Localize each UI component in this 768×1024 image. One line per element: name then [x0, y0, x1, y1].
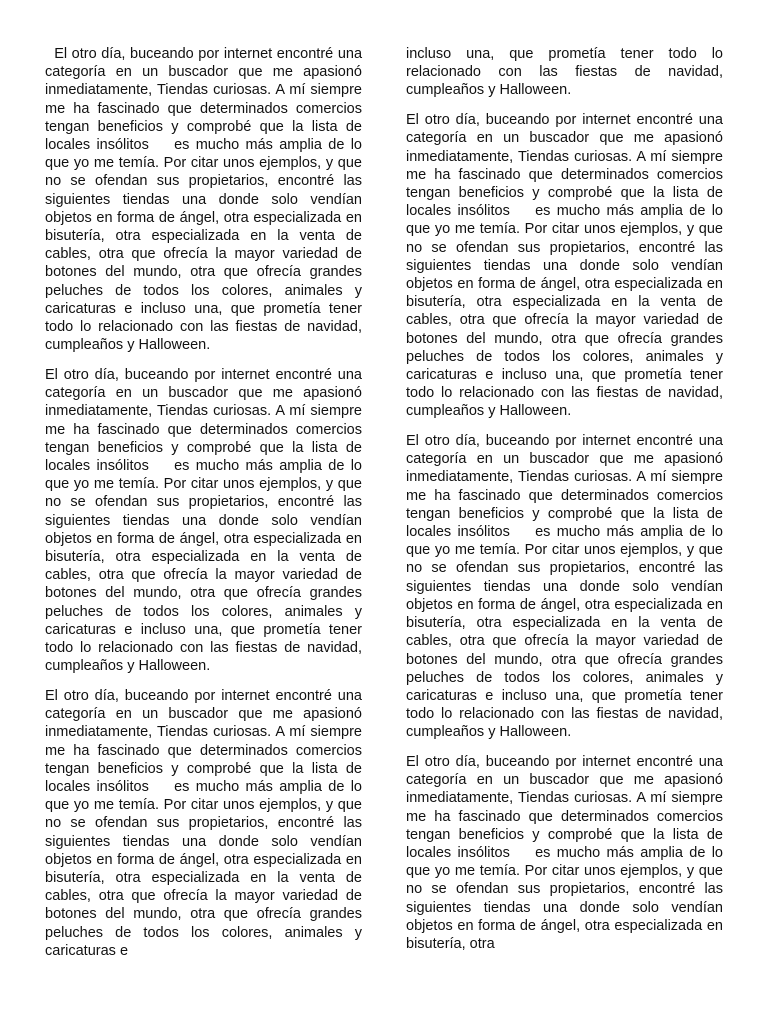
- left-column: [45, 45, 367, 1020]
- right-column: [406, 45, 728, 1020]
- paragraph: El otro día, buceando por internet encontré una categoría en un buscador que me apasionó inmediatamente, Tiendas curiosas. A mí siempre me ha fascinado que determinados comercios tengan beneficios y comprobé que la lista de locales insólitos es mucho más amplia de lo que yo me temía. Por citar unos ejemplos, y que no se ofendan sus propietarios, encontré las siguientes tiendas una donde solo vendían objetos en forma de ángel, otra especializada en bisutería, otra: [406, 754, 728, 953]
- paragraph: El otro día, buceando por internet encontré una categoría en un buscador que me apasionó inmediatamente, Tiendas curiosas. A mí siempre me ha fascinado que determinados comercios tengan beneficios y comprobé que la lista de locales insólitos es mucho más amplia de lo que yo me temía. Por citar unos ejemplos, y que no se ofendan sus propietarios, encontré las siguientes tiendas una donde solo vendían objetos en forma de ángel, otra especializada en bisutería, otra especializada en la venta de cables, otra que ofrecía la mayor variedad de botones del mundo, otra que ofrecía grandes peluches de todos los colores, animales y caricaturas e incluso una, que prometía tener todo lo relacionado con las fiestas de navidad, cumpleaños y Halloween.: [45, 366, 367, 675]
- paragraph: El otro día, buceando por internet encontré una categoría en un buscador que me apasionó inmediatamente, Tiendas curiosas. A mí siempre me ha fascinado que determinados comercios tengan beneficios y comprobé que la lista de locales insólitos es mucho más amplia de lo que yo me temía. Por citar unos ejemplos, y que no se ofendan sus propietarios, encontré las siguientes tiendas una donde solo vendían objetos en forma de ángel, otra especializada en bisutería, otra especializada en la venta de cables, otra que ofrecía la mayor variedad de botones del mundo, otra que ofrecía grandes peluches de todos los colores, animales y caricaturas e incluso una, que prometía tener todo lo relacionado con las fiestas de navidad, cumpleaños y Halloween.: [45, 46, 367, 354]
- paragraph: El otro día, buceando por internet encontré una categoría en un buscador que me apasionó inmediatamente, Tiendas curiosas. A mí siempre me ha fascinado que determinados comercios tengan beneficios y comprobé que la lista de locales insólitos es mucho más amplia de lo que yo me temía. Por citar unos ejemplos, y que no se ofendan sus propietarios, encontré las siguientes tiendas una donde solo vendían objetos en forma de ángel, otra especializada en bisutería, otra especializada en la venta de cables, otra que ofrecía la mayor variedad de botones del mundo, otra que ofrecía grandes peluches de todos los colores, animales y caricaturas e: [45, 687, 367, 959]
- paragraph: El otro día, buceando por internet encontré una categoría en un buscador que me apasionó inmediatamente, Tiendas curiosas. A mí siempre me ha fascinado que determinados comercios tengan beneficios y comprobé que la lista de locales insólitos es mucho más amplia de lo que yo me temía. Por citar unos ejemplos, y que no se ofendan sus propietarios, encontré las siguientes tiendas una donde solo vendían objetos en forma de ángel, otra especializada en bisutería, otra especializada en la venta de cables, otra que ofrecía la mayor variedad de botones del mundo, otra que ofrecía grandes peluches de todos los colores, animales y caricaturas e incluso una, que prometía tener todo lo relacionado con las fiestas de navidad, cumpleaños y Halloween.: [406, 112, 728, 420]
- paragraph: El otro día, buceando por internet encontré una categoría en un buscador que me apasionó inmediatamente, Tiendas curiosas. A mí siempre me ha fascinado que determinados comercios tengan beneficios y comprobé que la lista de locales insólitos es mucho más amplia de lo que yo me temía. Por citar unos ejemplos, y que no se ofendan sus propietarios, encontré las siguientes tiendas una donde solo vendían objetos en forma de ángel, otra especializada en bisutería, otra especializada en la venta de cables, otra que ofrecía la mayor variedad de botones del mundo, otra que ofrecía grandes peluches de todos los colores, animales y caricaturas e incluso una, que prometía tener todo lo relacionado con las fiestas de navidad, cumpleaños y Halloween.: [406, 433, 728, 741]
- paragraph: incluso una, que prometía tener todo lo relacionado con las fiestas de navidad, cumpleaños y Halloween.: [406, 46, 728, 99]
